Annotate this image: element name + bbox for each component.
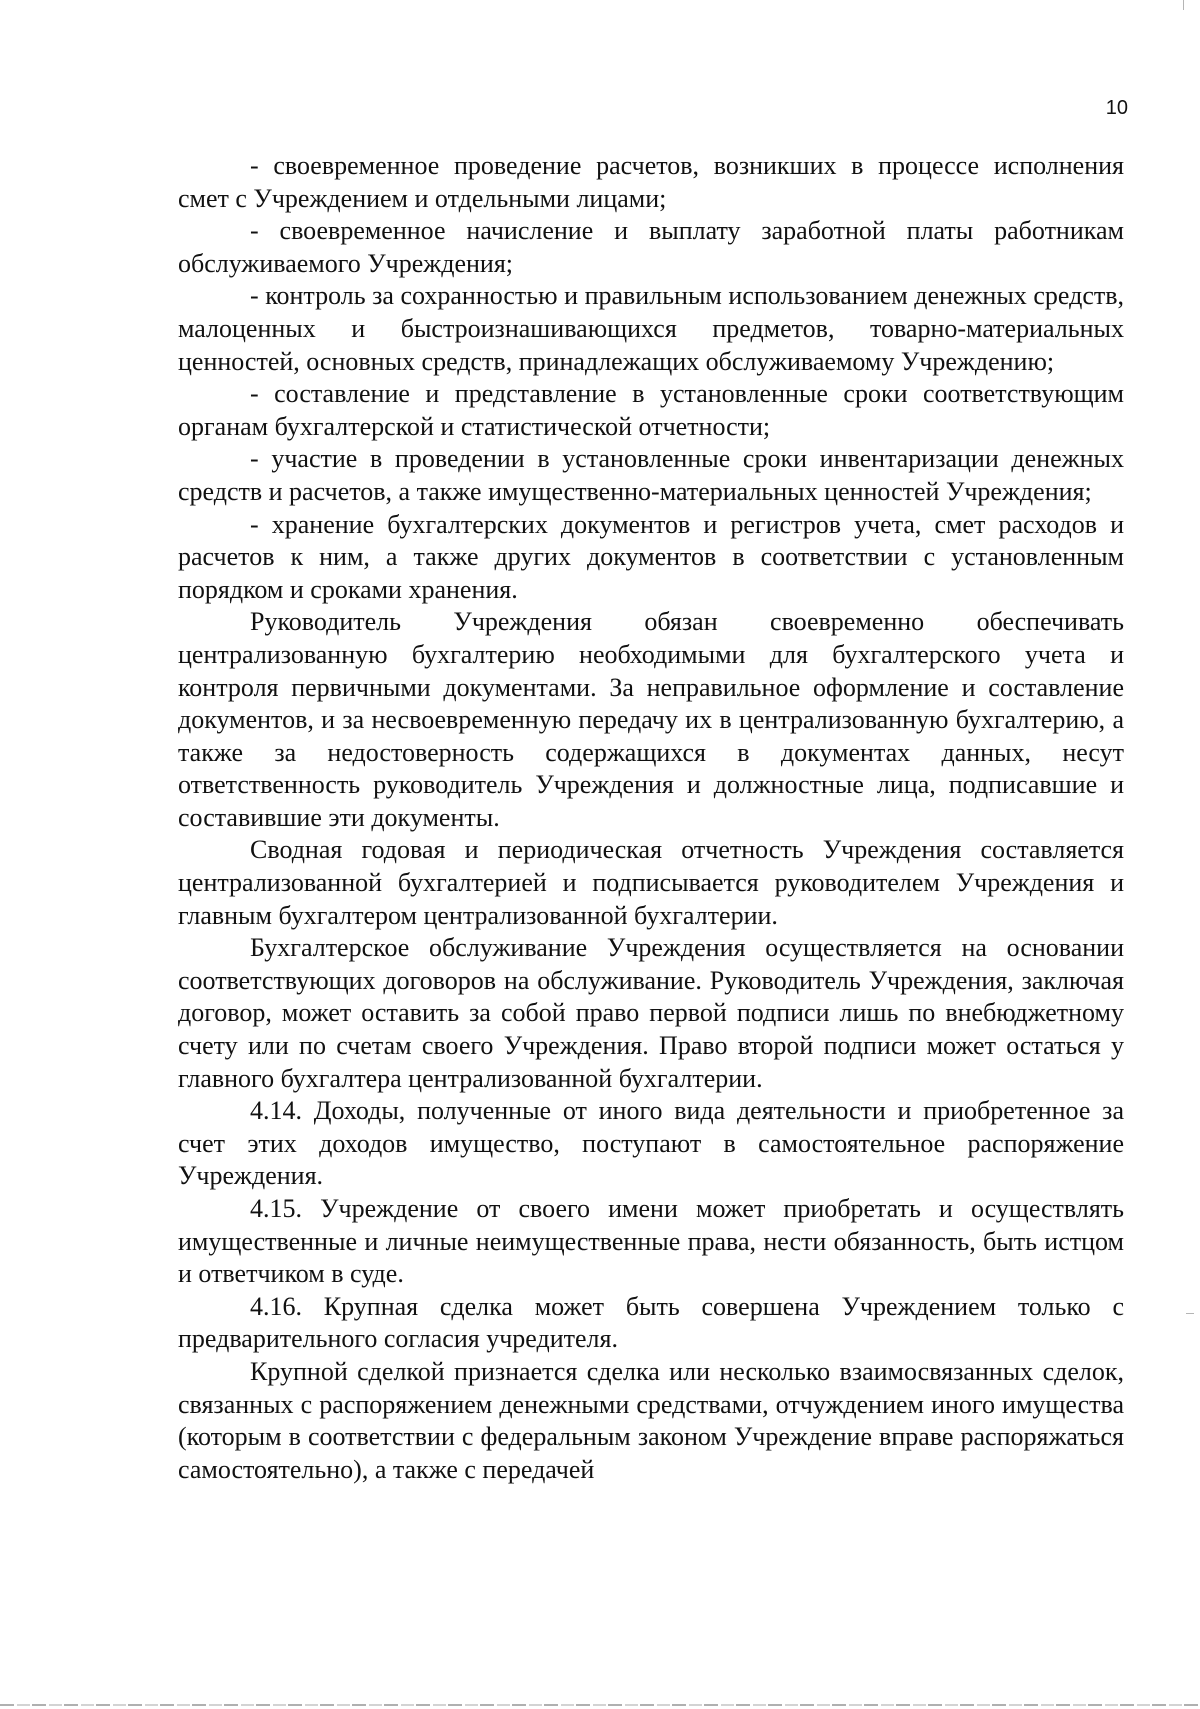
page-number: 10 [1105, 97, 1128, 119]
paragraph-4-14: 4.14. Доходы, полученные от иного вида деятельности и приобретенное за счет этих доходов имущество, поступают в самостоятельное распоряжение Учреждения. [178, 1096, 1124, 1191]
paragraph-reporting: - составление и представление в установленные сроки соответствующим органам бухгалтерской и статистической отчетности; [178, 379, 1124, 441]
paragraph-consolidated-reporting: Сводная годовая и периодическая отчетность Учреждения составляется централизованной бухгалтерией и подписывается руководителем Учреждения и главным бухгалтером централизованной бухгалтерии. [178, 835, 1124, 930]
paragraph-major-transaction: Крупной сделкой признается сделка или несколько взаимосвязанных сделок, связанных с распоряжением денежными средствами, отчуждением иного имущества (которым в соответствии с федеральным законом Учреждение вправе распоряжаться самостоятельно), а также с передачей [178, 1356, 1124, 1484]
paragraph-storage: - хранение бухгалтерских документов и регистров учета, смет расходов и расчетов к ним, а также других документов в соответствии с установленным порядком и сроками хранения. [178, 509, 1124, 604]
paragraph-funds-control: - контроль за сохранностью и правильным использованием денежных средств, малоценных и быстроизнашивающихся предметов, товарно-материальных ценностей, основных средств, принадлежащих обслуживаемому Учреждению; [178, 281, 1124, 376]
paragraph-accounting-service: Бухгалтерское обслуживание Учреждения осуществляется на основании соответствующих договоров на обслуживание. Руководитель Учреждения, заключая договор, может оставить за собой право первой подписи лишь по внебюджетному счету или по счетам своего Учреждения. Право второй подписи может остаться у главного бухгалтера централизованной бухгалтерии. [178, 933, 1124, 1093]
scan-edge-mark [1183, 0, 1184, 10]
paragraph-4-16: 4.16. Крупная сделка может быть совершена Учреждением только с предварительного согласия учредителя. [178, 1291, 1124, 1354]
document-body [178, 150, 1124, 1486]
scan-bottom-edge [0, 1704, 1200, 1706]
paragraph-salary: - своевременное начисление и выплату заработной платы работникам обслуживаемого Учреждения; [178, 216, 1124, 278]
paragraph-head-duties: Руководитель Учреждения обязан своевременно обеспечивать централизованную бухгалтерию необходимыми для бухгалтерского учета и контроля первичными документами. За неправильное оформление и составление документов, и за несвоевременную передачу их в централизованную бухгалтерию, а также за недостоверность содержащихся в документах данных, несут ответственность руководитель Учреждения и должностные лица, подписавшие и составившие эти документы. [178, 607, 1124, 832]
paragraph-settlements: - своевременное проведение расчетов, возникших в процессе исполнения смет с Учреждением и отдельными лицами; [178, 151, 1124, 213]
paragraph-4-15: 4.15. Учреждение от своего имени может приобретать и осуществлять имущественные и личные неимущественные права, нести обязанность, быть истцом и ответчиком в суде. [178, 1194, 1124, 1289]
scan-edge-mark [1186, 1313, 1194, 1314]
paragraph-inventory: - участие в проведении в установленные сроки инвентаризации денежных средств и расчетов, а также имущественно-материальных ценностей Учреждения; [178, 444, 1124, 506]
